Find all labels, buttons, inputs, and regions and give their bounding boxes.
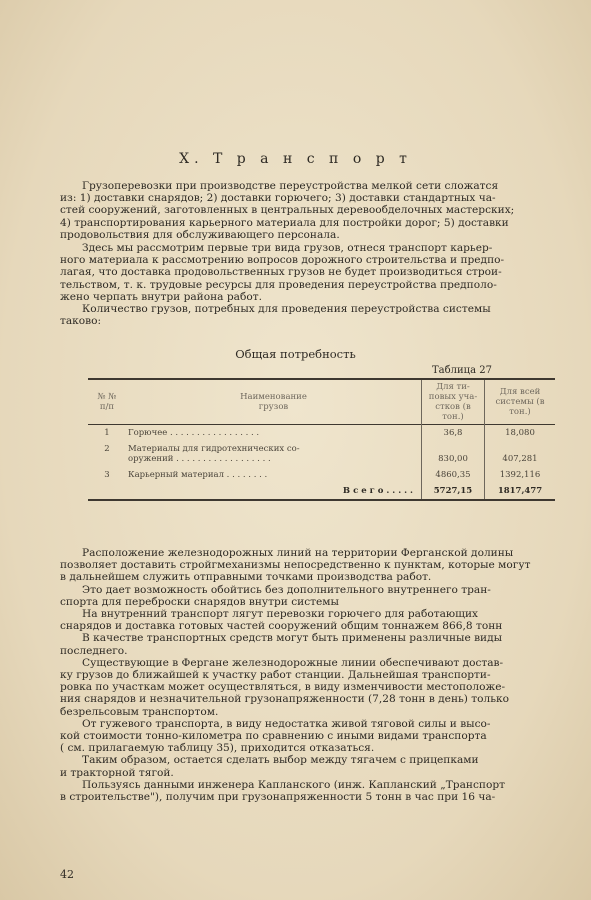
table-row xyxy=(88,425,555,442)
text-line: безрельсовым транспортом. xyxy=(60,705,219,718)
text-line: и тракторной тягой. xyxy=(60,766,174,779)
text-line: позволяет доставить стройгмеханизмы непосредственно к пунктам, которые могут xyxy=(60,559,531,572)
row-name: Материалы для гидротехнических со- оружений . . . . . . . . . . . . . . . . . . xyxy=(128,444,300,464)
text-line: стей сооружений, заготовленных в центральных деревообделочных мастерских; xyxy=(60,204,515,217)
row-system-value: 407,281 xyxy=(485,441,556,467)
text-line: Пользуясь данными инженера Капланского (инж. Капланский „Транспорт xyxy=(82,778,505,791)
row-typical-value: 4860,35 xyxy=(422,467,485,483)
text-line: Таким образом, остается сделать выбор между тягачем с прицепками xyxy=(82,754,479,767)
text-line: 4) транспортирования карьерного материала для постройки дорог; 5) доставки xyxy=(60,216,509,229)
page-number: 42 xyxy=(60,868,74,881)
row-name: Горючее . . . . . . . . . . . . . . . . . xyxy=(128,428,260,438)
text-line: кой стоимости тонно-километра по сравнению с иными видами транспорта xyxy=(60,730,487,743)
text-line: спорта для переброски снарядов внутри системы xyxy=(60,595,339,608)
text-line: ного материала к рассмотрению вопросов дорожного строительства и предпо- xyxy=(60,254,505,267)
table-header-row xyxy=(88,379,555,425)
text-line: в строительстве"), получим при грузонапряженности 5 тонн в час при 16 ча- xyxy=(60,791,496,804)
total-typical-value: 5727,15 xyxy=(422,483,485,500)
text-line: Грузоперевозки при производстве переустройства мелкой сети сложатся xyxy=(82,180,499,192)
text-line: ния снарядов и незначительной грузонапряженности (7,28 тонн в день) только xyxy=(60,693,510,706)
text-line: ( см. прилагаемую таблицу 35), приходится отказаться. xyxy=(60,742,375,755)
table-number: Таблица 27 xyxy=(432,365,492,376)
cargo-table xyxy=(88,378,555,501)
text-line: Расположение железнодорожных линий на территории Ферганской долины xyxy=(82,547,514,559)
text-line: последнего. xyxy=(60,644,128,657)
section-title: X. Т р а н с п о р т xyxy=(179,151,412,167)
row-number: 3 xyxy=(104,470,110,480)
row-system-value: 18,080 xyxy=(485,425,556,442)
text-line: Это дает возможность обойтись без дополнительного внутреннего тран- xyxy=(82,583,491,596)
paragraph-considered-cargo xyxy=(60,242,574,327)
table-caption: Общая потребность xyxy=(235,347,356,361)
text-line: От гужевого транспорта, в виду недостатка живой тяговой силы и высо- xyxy=(82,717,491,730)
table-total-row xyxy=(88,483,555,500)
text-line: ку грузов до ближайшей к участку работ станции. Дальнейшая транспорти- xyxy=(60,669,491,682)
text-line: лагая, что доставка продовольственных грузов не будет производиться строи- xyxy=(60,266,502,279)
text-line: снарядов и доставка готовых частей сооружений общим тоннажем 866,8 тонн xyxy=(60,620,503,633)
table-row xyxy=(88,467,555,483)
row-typical-value: 830,00 xyxy=(422,441,485,467)
header-name: Наименование грузов xyxy=(240,392,307,412)
text-line: в дальнейшем служить отправными точками производства работ. xyxy=(60,571,432,584)
text-line: В качестве транспортных средств могут быть применены различные виды xyxy=(82,632,503,645)
row-name: Карьерный материал . . . . . . . . xyxy=(128,470,268,480)
text-line: тельством, т. к. трудовые ресурсы для проведения переустройства предполо- xyxy=(60,278,497,291)
row-number: 2 xyxy=(104,444,110,454)
text-line: ровка по участкам может осуществляться, в виду изменчивости местоположе- xyxy=(60,681,506,694)
row-typical-value: 36,8 xyxy=(422,425,485,442)
text-line: таково: xyxy=(60,315,102,328)
paragraph-transport xyxy=(60,547,574,803)
text-line: Количество грузов, потребных для проведения переустройства системы xyxy=(82,303,491,316)
total-system-value: 1817,477 xyxy=(485,483,556,500)
row-number: 1 xyxy=(104,428,110,438)
text-line: жено черпать внутри района работ. xyxy=(60,290,262,303)
total-label: В с е г о . . . . . xyxy=(342,486,413,496)
text-line: Здесь мы рассмотрим первые три вида грузов, отнеся транспорт карьер- xyxy=(82,242,493,254)
header-whole-system: Для всей системы (в тон.) xyxy=(485,379,556,425)
row-system-value: 1392,116 xyxy=(485,467,556,483)
text-line: из: 1) доставки снарядов; 2) доставки горючего; 3) доставки стандартных ча- xyxy=(60,192,496,205)
table-row xyxy=(88,441,555,467)
header-number: № № п/п xyxy=(97,392,117,412)
text-line: продовольствия для обслуживающего персонала. xyxy=(60,228,340,241)
text-line: Существующие в Фергане железнодорожные линии обеспечивают достав- xyxy=(82,656,504,669)
header-typical-sections: Для ти- повых уча- стков (в тон.) xyxy=(422,379,485,425)
paragraph-cargo-types xyxy=(60,180,574,241)
text-line: На внутренний транспорт лягут перевозки горючего для работающих xyxy=(82,608,479,621)
